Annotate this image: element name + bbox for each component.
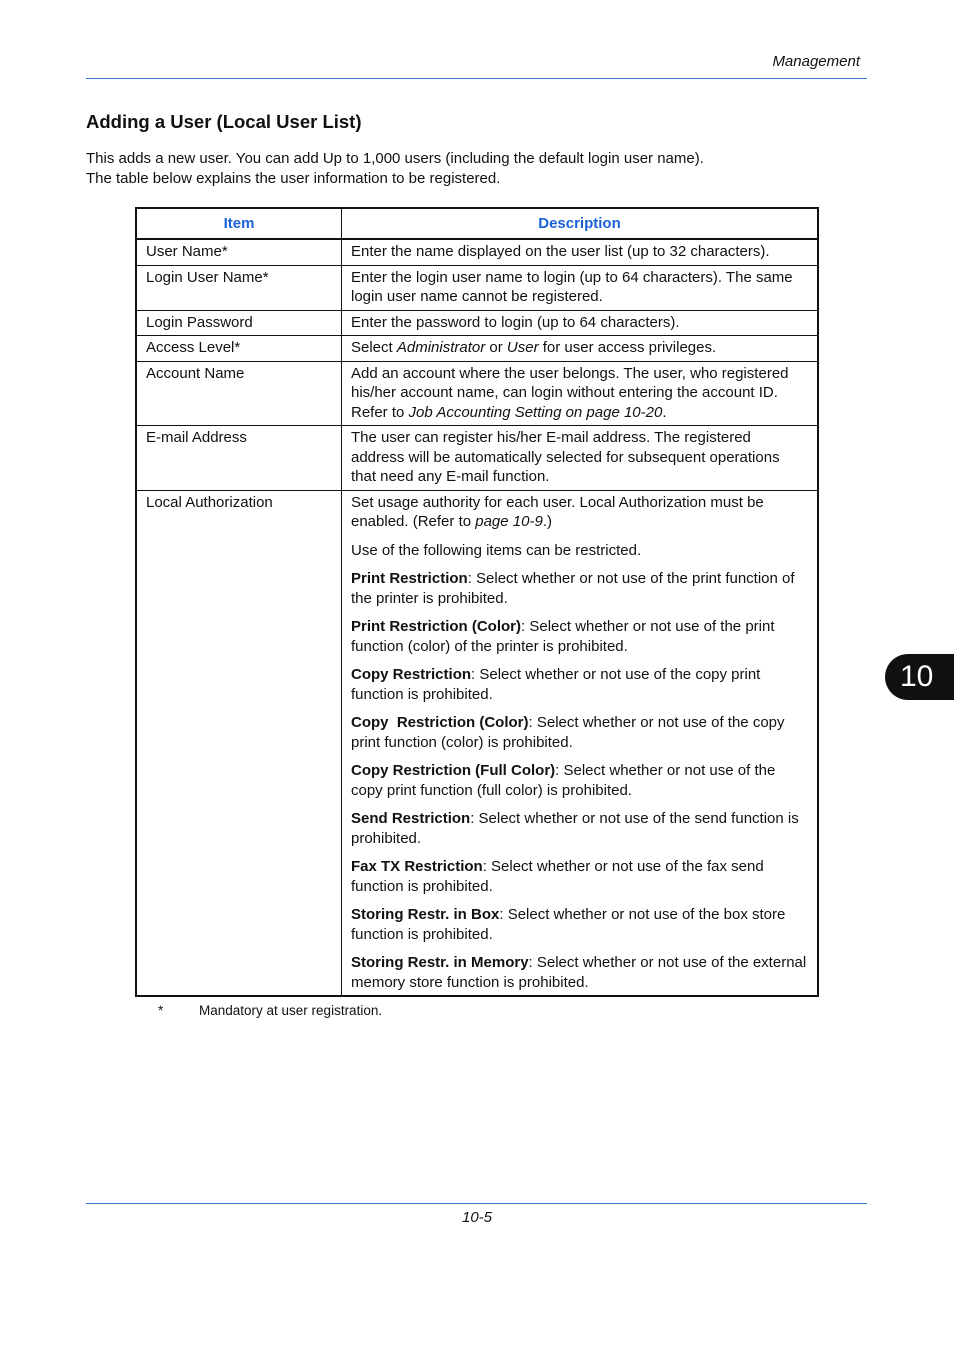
restriction-name: Copy Restriction (351, 666, 472, 683)
restriction-name: Storing Restr. in Box (351, 906, 500, 923)
restriction-copy-full-color (351, 761, 808, 800)
cross-reference: Job Accounting Setting on page 10-20 (408, 403, 663, 421)
table-row (136, 361, 818, 426)
chapter-tab: 10 (885, 654, 954, 700)
item-cell: Account Name (136, 361, 342, 426)
footnote-mark: * (158, 1003, 164, 1018)
restriction-name: Print Restriction (351, 570, 468, 587)
description-text: Select (351, 339, 397, 356)
restriction-text: : Select whether or not use of the fax send function is prohibited. (351, 858, 764, 895)
restriction-name: Storing Restr. in Memory (351, 954, 529, 971)
restriction-text: : Select whether or not use of the print function (color) of the printer is prohibited. (351, 618, 775, 655)
option-administrator: Administrator (396, 339, 486, 356)
footnote-text: Mandatory at user registration. (199, 1003, 383, 1018)
table-row (136, 265, 818, 310)
section-title: Adding a User (Local User List) (86, 111, 362, 132)
restriction-text: : Select whether or not use of the copy print function is prohibited. (351, 666, 761, 703)
header-rule (86, 78, 867, 79)
column-header-description: Description (342, 208, 819, 239)
table-row (136, 310, 818, 336)
description-text: or (485, 339, 507, 356)
restriction-text: : Select whether or not use of the print function of the printer is prohibited. (351, 570, 795, 607)
restriction-name: Copy Restriction (Full Color) (351, 762, 556, 779)
item-cell: Login User Name* (136, 265, 342, 310)
table-row (136, 336, 818, 362)
table-row (136, 426, 818, 491)
description-cell (342, 336, 819, 362)
page-number: 10-5 (461, 1209, 493, 1226)
item-cell: E-mail Address (136, 426, 342, 491)
table-row (136, 239, 818, 265)
column-header-item: Item (136, 208, 342, 239)
item-cell: User Name* (136, 239, 342, 265)
restriction-text: : Select whether or not use of the external memory store function is prohibited. (351, 954, 807, 991)
intro-line: This adds a new user. You can add Up to 1,000 users (including the default login user name). (86, 150, 704, 167)
table-header-row (136, 208, 818, 239)
description-cell (342, 490, 819, 996)
item-cell: Local Authorization (136, 490, 342, 996)
description-text: Set usage authority for each user. Local Authorization must be enabled. (Refer to (351, 493, 764, 530)
description-cell (342, 361, 819, 426)
intro-text (86, 149, 704, 189)
footer-rule (86, 1203, 867, 1204)
description-paragraph: Use of the following items can be restricted. (351, 541, 642, 559)
restriction-text: : Select whether or not use of the send function is prohibited. (351, 810, 799, 847)
cross-reference: page 10-9 (475, 513, 543, 530)
restriction-send (351, 809, 808, 848)
option-user: User (506, 339, 539, 356)
user-info-table (135, 207, 819, 997)
description-text: . (662, 403, 667, 421)
restriction-storing-memory (351, 953, 808, 992)
restriction-copy-color (351, 713, 808, 752)
description-cell: The user can register his/her E-mail address. The registered address will be automatically selected for subsequent operations that need any E-mail function. (342, 426, 819, 491)
restriction-fax-tx (351, 857, 808, 896)
restriction-name: Print Restriction (Color) (351, 618, 522, 635)
restriction-name: Send Restriction (351, 810, 471, 827)
item-cell: Access Level* (136, 336, 342, 362)
restriction-print (351, 569, 808, 608)
description-cell: Enter the name displayed on the user list (up to 32 characters). (342, 239, 819, 265)
description-text: Add an account where the user belongs. The user, who registered his/her account name, can login without entering the account ID. Refer to (351, 364, 789, 421)
description-cell: Enter the login user name to login (up to 64 characters). The same login user name cannot be registered. (342, 265, 819, 310)
restriction-copy (351, 665, 808, 704)
restriction-text: : Select whether or not use of the copy print function (full color) is prohibited. (351, 762, 776, 799)
description-text: for user access privileges. (538, 339, 717, 356)
item-cell: Login Password (136, 310, 342, 336)
restriction-name: Copy Restriction (Color) (351, 714, 529, 731)
restriction-name: Fax TX Restriction (351, 858, 483, 875)
description-cell: Enter the password to login (up to 64 characters). (342, 310, 819, 336)
restriction-print-color (351, 617, 808, 656)
intro-line: The table below explains the user information to be registered. (86, 170, 501, 187)
description-text: .) (542, 513, 552, 530)
restriction-text: : Select whether or not use of the copy print function (color) is prohibited. (351, 714, 785, 751)
description-paragraph (351, 493, 808, 532)
running-header: Management (772, 53, 860, 70)
restriction-storing-box (351, 905, 808, 944)
restriction-text: : Select whether or not use of the box store function is prohibited. (351, 906, 786, 943)
table-row (136, 490, 818, 996)
